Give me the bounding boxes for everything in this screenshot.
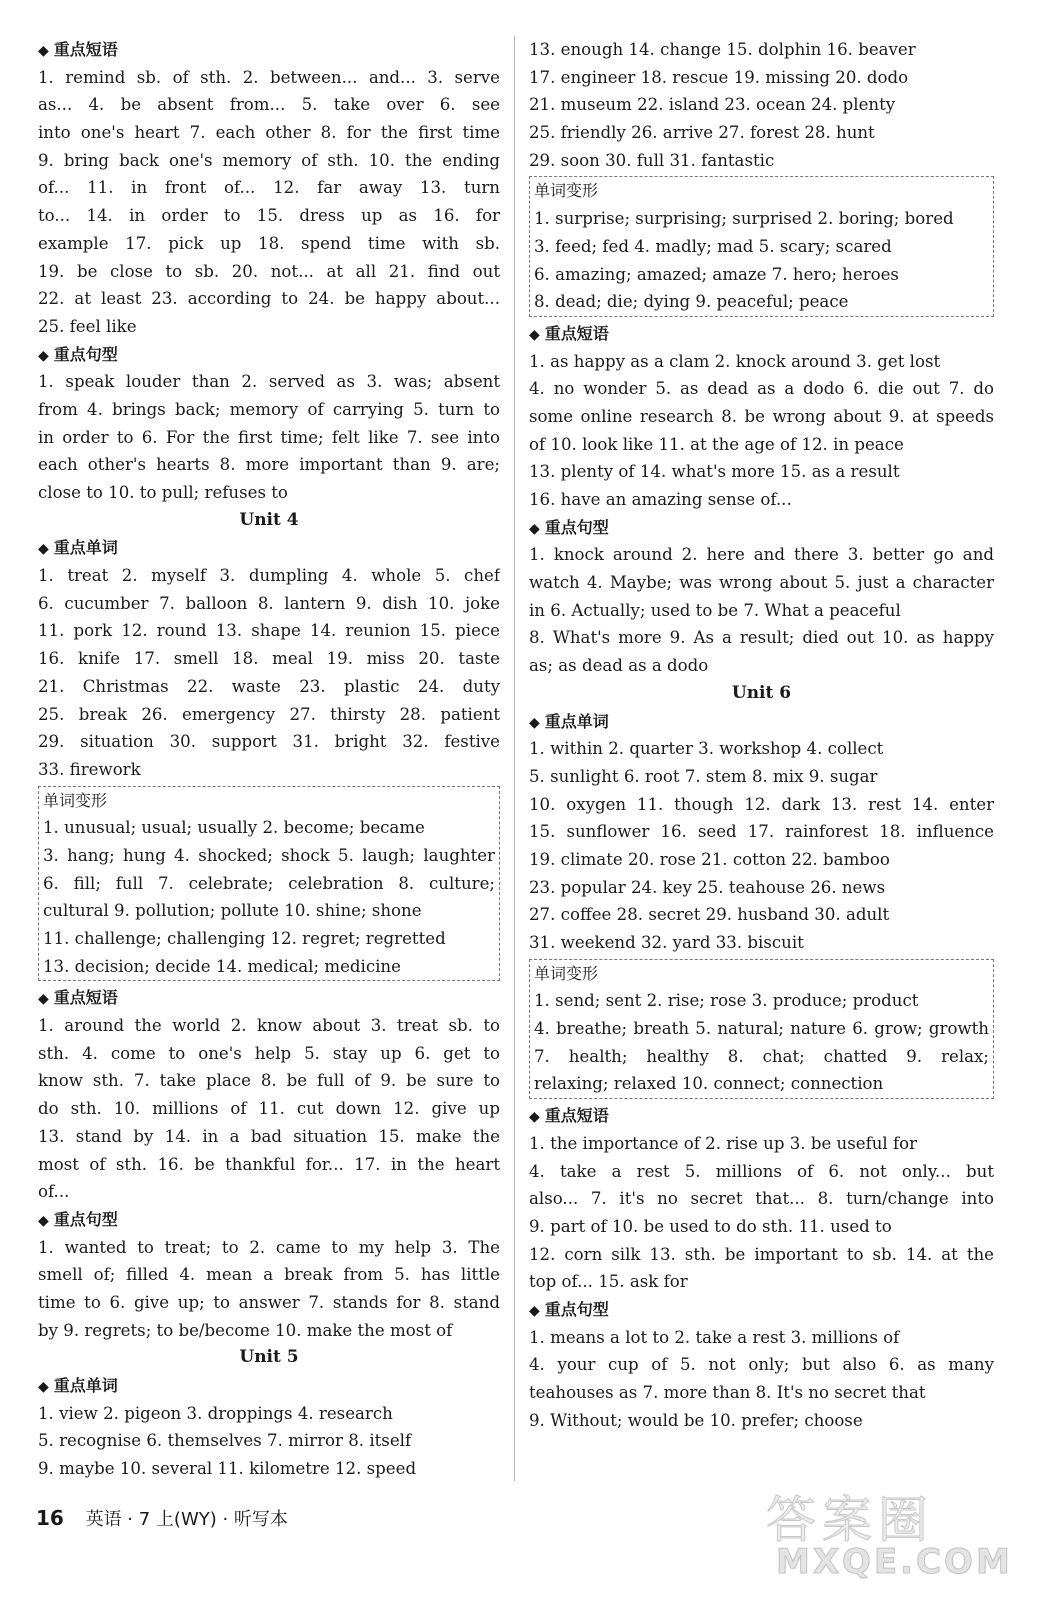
section-heading-text: 重点短语 — [544, 323, 609, 343]
diamond-bullet-icon: ◆ — [38, 541, 49, 558]
answer-line: 19. climate 20. rose 21. cotton 22. bamboo — [529, 849, 890, 869]
word-forms-line: 6. amazing; amazed; amaze 7. hero; heroes — [534, 264, 899, 284]
answer-line: also... 7. it's no secret that... 8. turn/change into — [529, 1189, 994, 1209]
answer-line: each other's hearts 8. more important than 9. are; — [38, 455, 500, 475]
answer-line: by 9. regrets; to be/become 10. make the most of — [38, 1320, 453, 1340]
answer-line: example 17. pick up 18. spend time with sb. — [38, 233, 500, 253]
section-heading-text: 重点单词 — [53, 1376, 118, 1395]
answer-line: 21. museum 22. island 23. ocean 24. plenty — [529, 95, 896, 115]
answer-line: most of sth. 16. be thankful for... 17. in the heart — [38, 1154, 500, 1174]
answer-line: 1. the importance of 2. rise up 3. be useful for — [529, 1133, 918, 1153]
answer-line: 25. break 26. emergency 27. thirsty 28. patient — [38, 704, 500, 724]
answer-line: 6. cucumber 7. balloon 8. lantern 9. dish 10. joke — [38, 593, 500, 613]
section-heading-text: 重点短语 — [544, 1106, 609, 1126]
diamond-bullet-icon: ◆ — [38, 991, 49, 1008]
answer-line: watch 4. Maybe; was wrong about 5. just a character — [529, 573, 994, 593]
answer-line: of... — [38, 1182, 70, 1202]
diamond-bullet-icon: ◆ — [529, 326, 540, 343]
answer-line: close to 10. to pull; refuses to — [38, 483, 288, 502]
section-heading — [38, 1372, 500, 1400]
answer-line: know sth. 7. take place 8. be full of 9. be sure to — [38, 1071, 500, 1091]
section-heading — [529, 514, 994, 542]
section-heading — [38, 36, 500, 64]
word-forms-line: relaxing; relaxed 10. connect; connection — [534, 1074, 884, 1094]
word-forms-line: 11. challenge; challenging 12. regret; regretted — [43, 929, 446, 948]
answer-line: 1. speak louder than 2. served as 3. was; absent — [38, 372, 500, 392]
answer-line: in order to 6. For the first time; felt like 7. see into — [38, 427, 500, 447]
unit-title: Unit 4 — [239, 509, 299, 530]
answer-line: 1. as happy as a clam 2. knock around 3. get lost — [529, 351, 941, 371]
answer-line: 22. at least 23. according to 24. be happy about... — [38, 289, 500, 309]
answer-line: 5. recognise 6. themselves 7. mirror 8. itself — [38, 1431, 412, 1451]
answer-line: do sth. 10. millions of 11. cut down 12. give up — [38, 1099, 500, 1119]
answer-line: some online research 8. be wrong about 9. at speeds — [529, 406, 994, 426]
diamond-bullet-icon: ◆ — [529, 1109, 540, 1126]
word-forms-heading: 单词变形 — [534, 963, 599, 983]
answer-line: 23. popular 24. key 25. teahouse 26. news — [529, 877, 886, 897]
answer-line: 1. knock around 2. here and there 3. better go and — [529, 545, 994, 565]
answer-line: to... 14. in order to 15. dress up as 16. for — [38, 206, 500, 226]
answer-line: 11. pork 12. round 13. shape 14. reunion 15. piece — [38, 621, 500, 641]
answer-line: sth. 4. come to one's help 5. stay up 6. get to — [38, 1043, 500, 1063]
answer-line: 15. sunflower 16. seed 17. rainforest 18. influence — [529, 822, 994, 842]
answer-line: 13. plenty of 14. what's more 15. as a result — [529, 462, 900, 482]
word-forms-line: 13. decision; decide 14. medical; medicine — [43, 956, 401, 976]
answer-line: 1. treat 2. myself 3. dumpling 4. whole 5. chef — [38, 566, 500, 586]
section-heading-text: 重点句型 — [544, 1299, 609, 1319]
word-forms-heading: 单词变形 — [534, 181, 599, 201]
section-heading-text: 重点短语 — [53, 40, 118, 59]
watermark-logo — [726, 1480, 1016, 1590]
section-heading — [529, 708, 994, 736]
answer-line: 8. What's more 9. As a result; died out 10. as happy — [529, 628, 994, 648]
column-divider — [514, 36, 515, 1481]
answer-line: 9. part of 10. be used to do sth. 11. used to — [529, 1216, 892, 1236]
answer-line: 9. maybe 10. several 11. kilometre 12. speed — [38, 1459, 417, 1479]
answer-line: 9. bring back one's memory of sth. 10. the ending — [38, 150, 500, 170]
answer-line: in 6. Actually; used to be 7. What a peaceful — [529, 600, 901, 620]
diamond-bullet-icon: ◆ — [38, 347, 49, 364]
answer-line: 29. situation 30. support 31. bright 32. festive — [38, 732, 500, 752]
answer-line: 27. coffee 28. secret 29. husband 30. adult — [529, 905, 890, 925]
answer-line: 4. no wonder 5. as dead as a dodo 6. die out 7. do — [529, 379, 994, 399]
answer-line: 1. view 2. pigeon 3. droppings 4. research — [38, 1403, 393, 1423]
answer-line: smell of; filled 4. mean a break from 5. has little — [38, 1265, 500, 1285]
section-heading-text: 重点句型 — [53, 1209, 118, 1229]
unit-title: Unit 6 — [731, 682, 792, 703]
diamond-bullet-icon: ◆ — [529, 714, 540, 731]
answer-line: 1. remind sb. of sth. 2. between... and... 3. serve — [38, 67, 500, 87]
answer-line: 16. have an amazing sense of... — [529, 490, 792, 509]
section-heading — [38, 1206, 500, 1234]
word-forms-line: 7. health; healthy 8. chat; chatted 9. relax; — [534, 1046, 989, 1066]
answer-line: as; as dead as a dodo — [529, 656, 709, 676]
answer-line: 25. friendly 26. arrive 27. forest 28. hunt — [529, 123, 875, 143]
diamond-bullet-icon: ◆ — [38, 43, 49, 59]
answer-line: 16. knife 17. smell 18. meal 19. miss 20. taste — [38, 649, 500, 669]
answer-line: of... 11. in front of... 12. far away 13. turn — [38, 178, 500, 198]
answer-line: of 10. look like 11. at the age of 12. in peace — [529, 434, 904, 454]
word-forms-line: 8. dead; die; dying 9. peaceful; peace — [534, 292, 849, 312]
word-forms-heading: 单词变形 — [43, 790, 108, 810]
watermark-url-text: MXQE.COM — [776, 1542, 1013, 1582]
word-forms-line: cultural 9. pollution; pollute 10. shine; shone — [43, 901, 422, 921]
answer-line: from 4. brings back; memory of carrying 5. turn to — [38, 399, 500, 419]
unit-title: Unit 5 — [239, 1347, 299, 1368]
right-column — [529, 36, 994, 1434]
answer-line: 25. feel like — [38, 316, 137, 336]
answer-line: into one's heart 7. each other 8. for the first time — [38, 123, 500, 143]
answer-line: 31. weekend 32. yard 33. biscuit — [529, 933, 804, 952]
answer-line: 17. engineer 18. rescue 19. missing 20. dodo — [529, 67, 909, 87]
word-forms-line: 6. fill; full 7. celebrate; celebration 8. culture; — [43, 873, 495, 893]
word-forms-box — [529, 959, 994, 1099]
section-heading — [529, 320, 994, 348]
word-forms-line: 1. unusual; usual; usually 2. become; became — [43, 818, 425, 838]
book-subject: 英语 · 7 上(WY) · 听写本 — [85, 1509, 288, 1530]
word-forms-line: 4. breathe; breath 5. natural; nature 6. grow; growth — [534, 1019, 989, 1039]
answer-line: 1. around the world 2. know about 3. treat sb. to — [38, 1016, 500, 1036]
diamond-bullet-icon: ◆ — [38, 1379, 49, 1395]
diamond-bullet-icon: ◆ — [38, 1212, 49, 1229]
answer-line: 13. stand by 14. in a bad situation 15. make the — [38, 1126, 500, 1146]
section-heading — [38, 341, 500, 369]
word-forms-box — [529, 176, 994, 316]
answer-line: 21. Christmas 22. waste 23. plastic 24. duty — [38, 676, 500, 696]
section-heading-text: 重点单词 — [53, 538, 118, 558]
section-heading-text: 重点短语 — [53, 988, 118, 1008]
section-heading — [529, 1102, 994, 1130]
word-forms-line: 1. surprise; surprising; surprised 2. boring; bored — [534, 209, 954, 229]
word-forms-box — [38, 786, 500, 982]
answer-line: 33. firework — [38, 759, 141, 779]
diamond-bullet-icon: ◆ — [529, 520, 540, 537]
answer-line: 9. Without; would be 10. prefer; choose — [529, 1410, 863, 1430]
answer-line: 29. soon 30. full 31. fantastic — [529, 150, 775, 170]
answer-line: 12. corn silk 13. sth. be important to sb. 14. at the — [529, 1244, 994, 1264]
answer-line: 1. means a lot to 2. take a rest 3. millions of — [529, 1327, 900, 1347]
answer-line: time to 6. give up; to answer 7. stands for 8. stand — [38, 1292, 500, 1312]
page-footer — [36, 1505, 288, 1531]
word-forms-line: 3. hang; hung 4. shocked; shock 5. laugh; laughter — [43, 845, 495, 865]
word-forms-line: 1. send; sent 2. rise; rose 3. produce; product — [534, 991, 919, 1011]
answer-line: 4. your cup of 5. not only; but also 6. as many — [529, 1355, 994, 1375]
answer-line: 5. sunlight 6. root 7. stem 8. mix 9. sugar — [529, 766, 878, 786]
answer-line: 1. wanted to treat; to 2. came to my help 3. The — [38, 1237, 500, 1257]
answer-line: 4. take a rest 5. millions of 6. not only... but — [529, 1161, 994, 1181]
answer-line: 10. oxygen 11. though 12. dark 13. rest 14. enter — [529, 794, 994, 814]
answer-line: 13. enough 14. change 15. dolphin 16. beaver — [529, 40, 916, 59]
section-heading — [529, 1296, 994, 1324]
answer-line: as... 4. be absent from... 5. take over 6. see — [38, 95, 500, 115]
section-heading — [38, 984, 500, 1012]
word-forms-line: 3. feed; fed 4. madly; mad 5. scary; scared — [534, 236, 892, 256]
answer-line: 19. be close to sb. 20. not... at all 21. find out — [38, 261, 500, 281]
answer-line: top of... 15. ask for — [529, 1272, 688, 1292]
section-heading-text: 重点单词 — [544, 711, 609, 731]
section-heading — [38, 534, 500, 562]
answer-line: 1. within 2. quarter 3. workshop 4. collect — [529, 739, 884, 759]
section-heading-text: 重点句型 — [53, 344, 118, 364]
section-heading-text: 重点句型 — [544, 517, 609, 537]
page-number: 16 — [36, 1506, 64, 1530]
diamond-bullet-icon: ◆ — [529, 1302, 540, 1319]
watermark-cn-text: 答案圈 — [766, 1491, 934, 1549]
answer-line: teahouses as 7. more than 8. It's no secret that — [529, 1383, 926, 1402]
left-column — [38, 36, 500, 1483]
